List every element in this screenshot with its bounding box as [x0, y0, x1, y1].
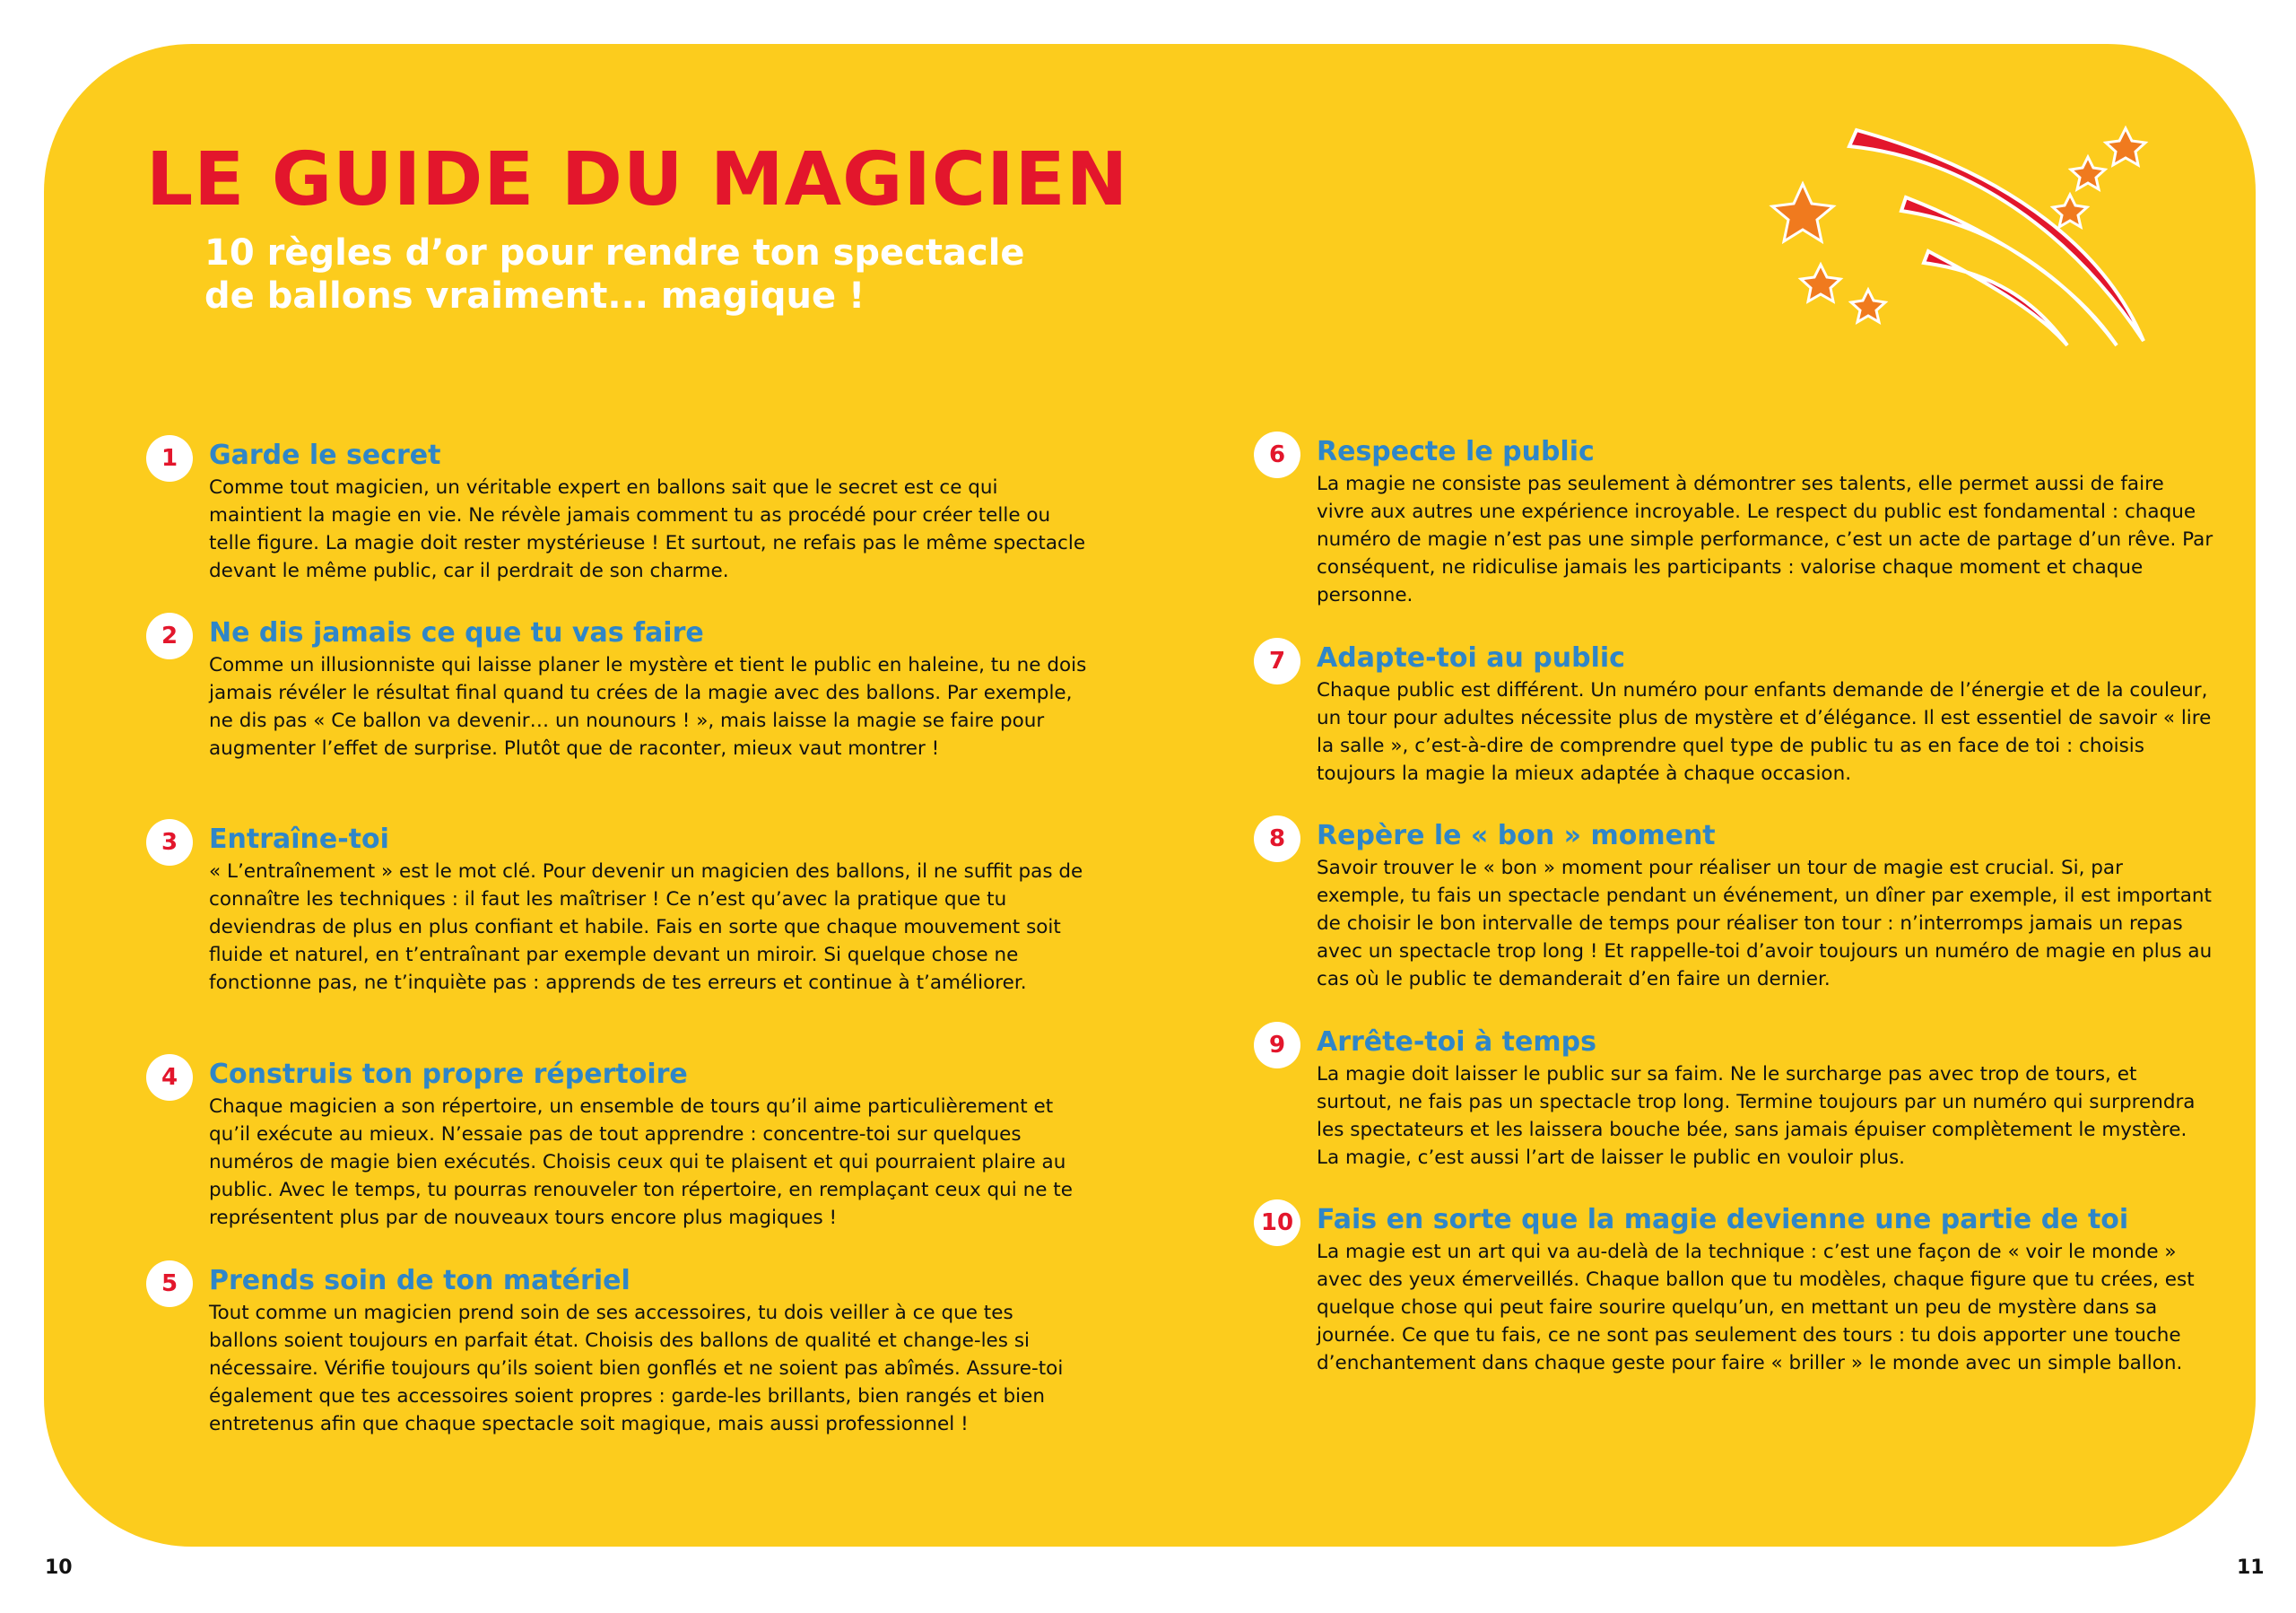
- rule-heading: Respecte le public: [1317, 436, 1595, 467]
- rule-number-badge: 7: [1254, 638, 1300, 684]
- rule-7: [1254, 641, 2213, 788]
- rule-5: [146, 1263, 1088, 1438]
- rule-1: [146, 438, 1088, 585]
- rule-text: Chaque public est différent. Un numéro pour enfants demande de l’énergie et de la couleur, un tour pour adultes nécessite plus de mystère et d’élégance. Il est essentiel de savoir « lire la salle », c’est-à-dire de comprendre quel type de public tu as en face de toi : choisis toujours la magie la mieux adaptée à chaque occasion.: [1317, 679, 2212, 785]
- rule-text: Tout comme un magicien prend soin de ses accessoires, tu dois veiller à ce que tes ballons soient toujours en parfait état. Choisis des ballons de qualité et change-les si nécessaire. Vérifie toujours qu’ils soient bien gonflés et ne soient pas abîmés. Assure-toi également que tes accessoires soient propres : garde-les brillants, bien rangés et bien entretenus afin que chaque spectacle soit magique, mais aussi professionnel !: [209, 1302, 1064, 1435]
- rule-text: Savoir trouver le « bon » moment pour réaliser un tour de magie est crucial. Si, par exemple, tu fais un spectacle pendant un événement, un dîner par exemple, il est important de choisir le bon intervalle de temps pour réaliser ton tour : n’interromps jamais un repas avec un spectacle trop long ! Et rappelle-toi d’avoir toujours un numéro de magie en plus au cas où le public te demanderait d’en faire un dernier.: [1317, 857, 2213, 990]
- subtitle-line-1: 10 règles d’or pour rendre ton spectacle: [204, 232, 1025, 274]
- rule-text: Comme un illusionniste qui laisse planer le mystère et tient le public en haleine, tu ne dois jamais révéler le résultat final quand tu crées de la magie avec des ballons. Par exemple, ne dis pas « Ce ballon va devenir… un nounours ! », mais laisse la magie se faire pour augmenter l’effet de surprise. Plutôt que de raconter, mieux vaut montrer !: [209, 654, 1087, 760]
- shooting-stars-icon: [1767, 121, 2161, 363]
- rule-4: [146, 1057, 1088, 1232]
- rule-text: Comme tout magicien, un véritable expert en ballons sait que le secret est ce qui maintient la magie en vie. Ne révèle jamais comment tu as procédé pour créer telle ou telle figure. La magie doit rester mystérieuse ! Et surtout, ne refais pas le même spectacle devant le même public, car il perdrait de son charme.: [209, 476, 1086, 582]
- rule-heading: Ne dis jamais ce que tu vas faire: [209, 617, 704, 649]
- rule-heading: Adapte-toi au public: [1317, 642, 1625, 674]
- rule-number-badge: 8: [1254, 815, 1300, 862]
- rule-number-badge: 3: [146, 819, 193, 866]
- rule-text: La magie est un art qui va au-delà de la technique : c’est une façon de « voir le monde » avec des yeux émerveillés. Chaque ballon que tu modèles, chaque figure que tu crées, est quelque chose qui peut faire sourire quelqu’un, en mettant un peu de mystère dans sa journée. Ce que tu fais, ce ne sont pas seulement des tours : tu dois apporter une touche d’enchantement dans chaque geste pour faire « briller » le monde avec un simple ballon.: [1317, 1241, 2195, 1374]
- rule-text: Chaque magicien a son répertoire, un ensemble de tours qu’il aime particulièrement et qu’il exécute au mieux. N’essaie pas de tout apprendre : concentre-toi sur quelques numéros de magie bien exécutés. Choisis ceux qui te plaisent et qui pourraient plaire au public. Avec le temps, tu pourras renouveler ton répertoire, en remplaçant ceux qui ne te représentent plus par de nouveaux tours encore plus magiques !: [209, 1095, 1073, 1229]
- rule-number-badge: 5: [146, 1260, 193, 1307]
- rule-heading: Arrête-toi à temps: [1317, 1026, 1596, 1058]
- page-title: LE GUIDE DU MAGICIEN: [146, 137, 1129, 222]
- rule-heading: Repère le « bon » moment: [1317, 820, 1716, 851]
- rule-2: [146, 615, 1088, 763]
- rule-text: La magie doit laisser le public sur sa faim. Ne le surcharge pas avec trop de tours, et surtout, ne fais pas un spectacle trop long. Termine toujours par un numéro qui surprendra les spectateurs et les laissera bouche bée, sans jamais épuiser complètement le mystère. La magie, c’est aussi l’art de laisser le public en vouloir plus.: [1317, 1063, 2196, 1169]
- rule-9: [1254, 1024, 2213, 1172]
- rule-10: [1254, 1202, 2213, 1377]
- rule-heading: Garde le secret: [209, 440, 441, 471]
- page-number-right: 11: [2237, 1556, 2265, 1579]
- page-number-left: 10: [45, 1556, 73, 1579]
- rule-heading: Construis ton propre répertoire: [209, 1059, 688, 1090]
- rule-number-badge: 4: [146, 1054, 193, 1101]
- rule-heading: Entraîne-toi: [209, 824, 389, 855]
- rule-3: [146, 822, 1088, 997]
- rule-number-badge: 10: [1254, 1199, 1300, 1246]
- rule-number-badge: 2: [146, 613, 193, 659]
- subtitle-line-2: de ballons vraiment... magique !: [204, 275, 865, 317]
- rule-number-badge: 6: [1254, 432, 1300, 478]
- rule-text: « L’entraînement » est le mot clé. Pour devenir un magicien des ballons, il ne suffit pas de connaître les techniques : il faut les maîtriser ! Ce n’est qu’avec la pratique que tu deviendras de plus en plus confiant et habile. Fais en sorte que chaque mouvement soit fluide et naturel, en t’entraînant par exemple devant un miroir. Si quelque chose ne fonctionne pas, ne t’inquiète pas : apprends de tes erreurs et continue à t’améliorer.: [209, 860, 1083, 994]
- rule-heading: Fais en sorte que la magie devienne une partie de toi: [1317, 1204, 2129, 1235]
- rule-heading: Prends soin de ton matériel: [209, 1265, 631, 1296]
- rule-8: [1254, 818, 2213, 993]
- rule-number-badge: 9: [1254, 1022, 1300, 1068]
- page-subtitle: [204, 231, 1191, 318]
- rule-6: [1254, 434, 2213, 609]
- rule-number-badge: 1: [146, 435, 193, 482]
- rule-text: La magie ne consiste pas seulement à démontrer ses talents, elle permet aussi de faire vivre aux autres une expérience incroyable. Le respect du public est fondamental : chaque numéro de magie n’est pas une simple performance, c’est un acte de partage d’un rêve. Par conséquent, ne ridiculise jamais les participants : valorise chaque moment et chaque personne.: [1317, 473, 2213, 606]
